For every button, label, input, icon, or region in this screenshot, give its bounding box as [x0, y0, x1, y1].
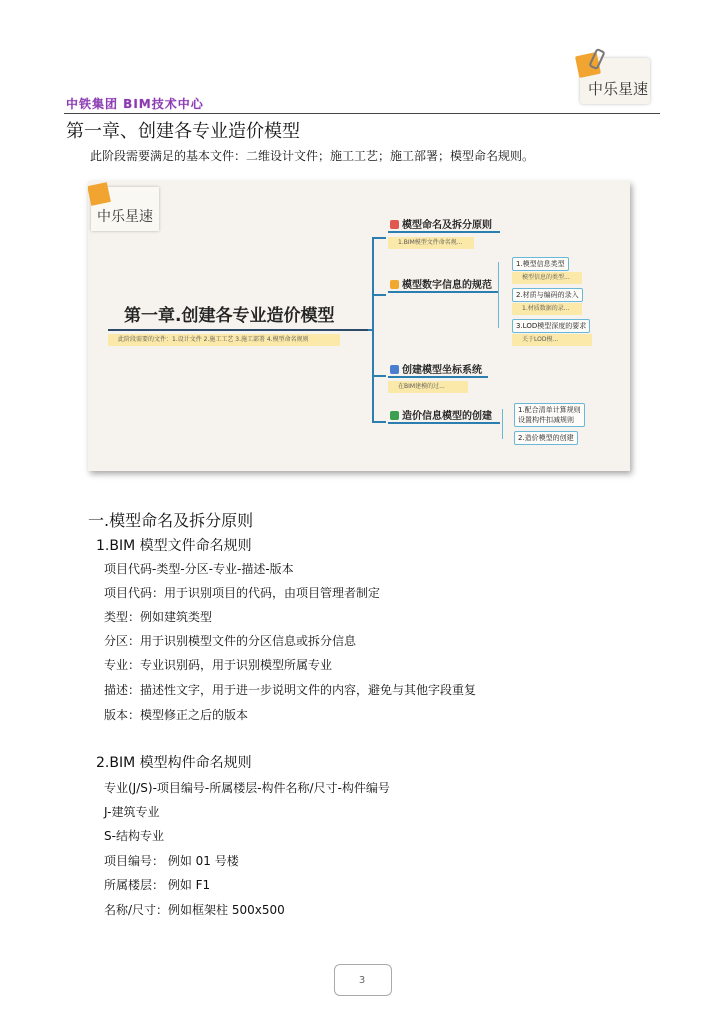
- mindmap-logo-text: 中乐星速: [97, 209, 153, 225]
- body-line: 专业(J/S)-项目编号-所属楼层-构件名称/尺寸-构件编号: [104, 781, 390, 795]
- page-footer: [330, 958, 394, 1002]
- mindmap-branch-3: [390, 361, 482, 376]
- leaf-note: 模型信息的类型...: [512, 272, 582, 284]
- branch-underline: [388, 422, 500, 424]
- branch-note: 在BIM建模的过...: [388, 381, 468, 393]
- branch-note: 1.BIM模型文件命名规...: [388, 237, 474, 249]
- mindmap-branch-1: [390, 216, 492, 231]
- body-line: S-结构专业: [104, 829, 164, 843]
- body-line: 项目代码-类型-分区-专业-描述-版本: [104, 562, 294, 576]
- branch-label: 模型命名及拆分原则: [402, 220, 492, 231]
- branch-underline: [388, 291, 498, 293]
- number-3-icon: [390, 365, 399, 374]
- header-logo: [580, 58, 650, 104]
- branch-underline: [388, 376, 488, 378]
- mindmap-root-underline: [108, 329, 368, 331]
- mindmap-branch-4: [390, 407, 492, 422]
- leaf-node: 2.造价模型的创建: [514, 431, 578, 445]
- branch-label: 造价信息模型的创建: [402, 411, 492, 422]
- leaf-node: 3.LOD模型深度的要求: [512, 319, 590, 333]
- logo-text: 中乐星速: [588, 80, 649, 98]
- header-divider: [64, 113, 660, 114]
- connector: [372, 421, 386, 423]
- chapter-intro: 此阶段需要满足的基本文件：二维设计文件；施工工艺；施工部署；模型命名规则。: [90, 149, 535, 163]
- subsection-title-2: 2.BIM 模型构件命名规则: [96, 755, 252, 771]
- body-line: 项目代码：用于识别项目的代码，由项目管理者制定: [104, 586, 381, 600]
- leaf-node: 1.模型信息类型: [512, 257, 569, 271]
- section-title: 一.模型命名及拆分原则: [88, 511, 254, 530]
- subsection-title-1: 1.BIM 模型文件命名规则: [96, 538, 252, 554]
- body-line: 名称/尺寸：例如框架柱 500x500: [104, 903, 285, 917]
- mindmap-figure: [88, 181, 630, 471]
- header-organization: 中铁集团 BIM技术中心: [66, 97, 204, 111]
- body-line: 所属楼层： 例如 F1: [104, 878, 211, 892]
- page-number: 3: [358, 975, 366, 986]
- number-2-icon: [390, 280, 399, 289]
- body-line: 版本：模型修正之后的版本: [104, 708, 249, 722]
- body-line: 专业：专业识别码，用于识别模型所属专业: [104, 658, 333, 672]
- body-line: J-建筑专业: [104, 805, 160, 819]
- connector: [372, 294, 386, 296]
- chapter-title: 第一章、创建各专业造价模型: [66, 121, 300, 142]
- number-1-icon: [390, 220, 399, 229]
- mindmap-root-note: 此阶段需要的文件：1.设计文件 2.施工工艺 3.施工部署 4.模型命名规则: [108, 334, 340, 346]
- branch-underline: [388, 231, 500, 233]
- mindmap-root-topic: 第一章.创建各专业造价模型: [124, 306, 335, 326]
- body-line: 描述：描述性文字，用于进一步说明文件的内容，避免与其他字段重复: [104, 683, 477, 697]
- leaf-note: 1.材质数据的录...: [512, 303, 582, 315]
- sticky-note-icon: [88, 182, 111, 206]
- connector-thin: [502, 409, 503, 439]
- connector-trunk: [372, 237, 374, 423]
- leaf-note: 关于LOD模...: [512, 334, 592, 346]
- connector: [372, 237, 386, 239]
- branch-label: 创建模型坐标系统: [402, 365, 482, 376]
- mindmap-branch-2: [390, 276, 492, 291]
- leaf-node: 2.材质与编码的录入: [512, 288, 583, 302]
- connector-thin: [498, 262, 499, 328]
- leaf-node: [514, 403, 585, 427]
- connector: [372, 375, 386, 377]
- body-line: 类型：例如建筑类型: [104, 610, 213, 624]
- mindmap-logo: [91, 187, 159, 231]
- leaf-line: 设置构件扣减规则: [518, 416, 574, 424]
- body-line: 分区：用于识别模型文件的分区信息或拆分信息: [104, 634, 357, 648]
- leaf-line: 1.配合清单计算规则: [518, 406, 581, 414]
- number-4-icon: [390, 411, 399, 420]
- paperclip-icon: [588, 48, 606, 70]
- branch-label: 模型数字信息的规范: [402, 280, 492, 291]
- body-line: 项目编号： 例如 01 号楼: [104, 854, 239, 868]
